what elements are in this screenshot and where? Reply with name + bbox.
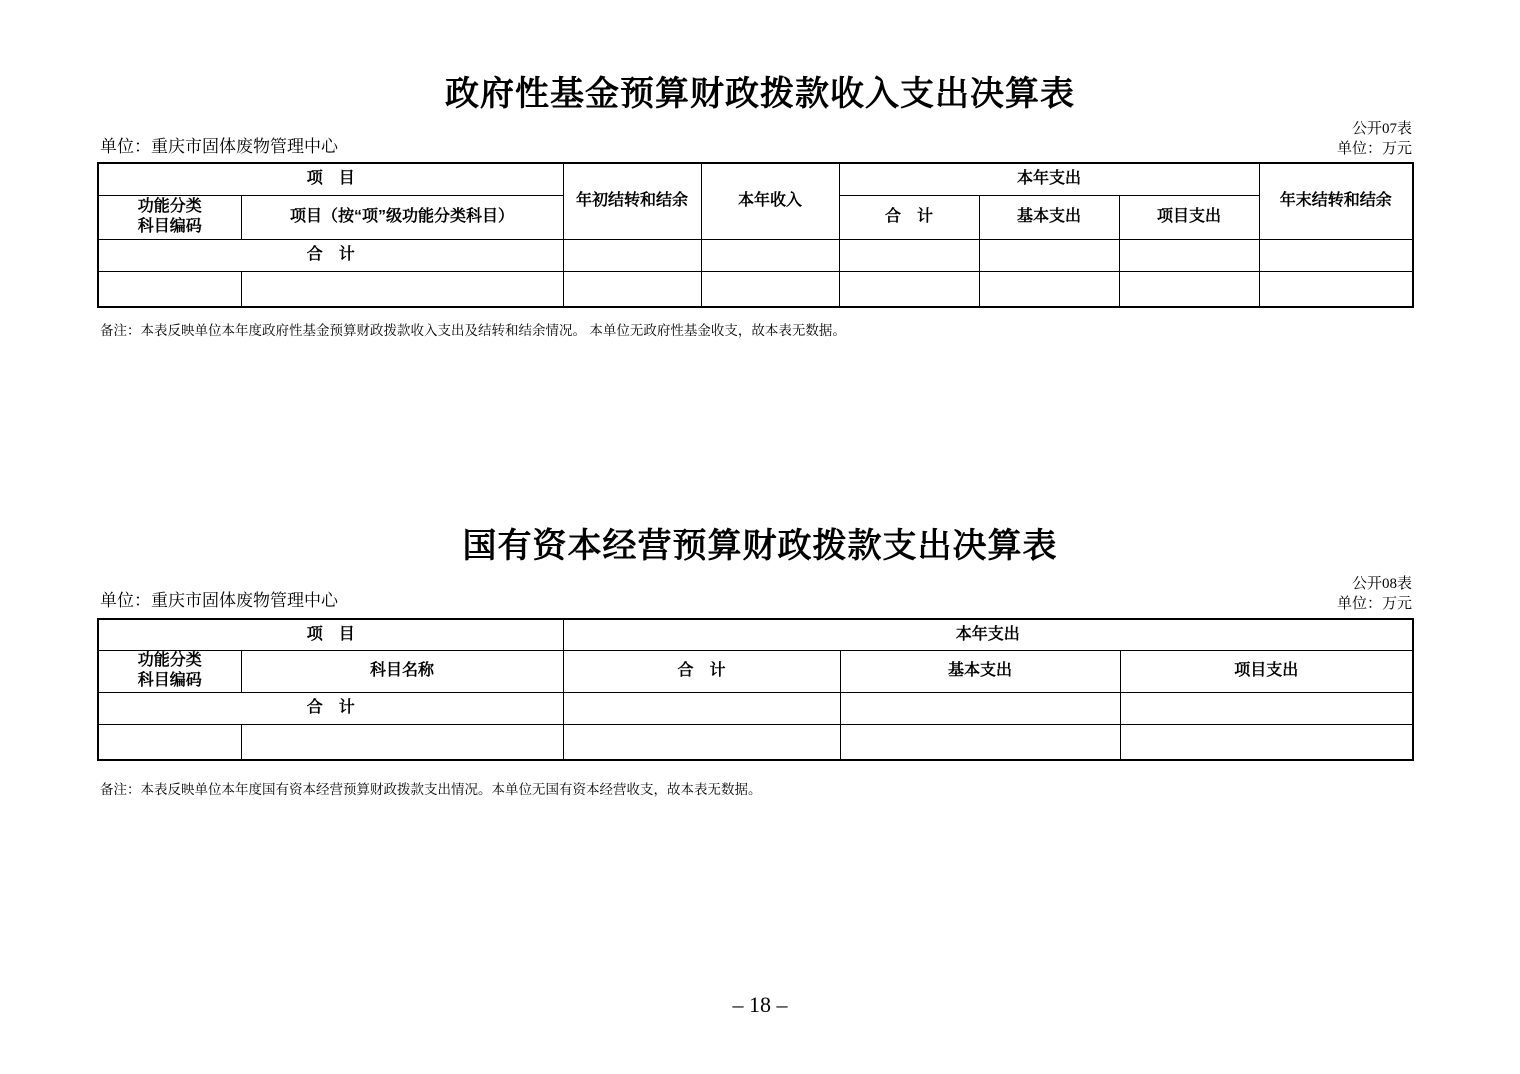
section1-unit-label: 单位：万元 [1336, 141, 1412, 157]
empty-data-cell [98, 724, 241, 760]
empty-data-cell [241, 724, 563, 760]
t1-header-item-group: 项 目 [98, 163, 563, 195]
empty-data-cell [840, 724, 1120, 760]
empty-data-cell [1259, 239, 1413, 271]
t1-header-func-code-line2: 科目编码 [137, 218, 202, 235]
empty-data-cell [98, 271, 241, 307]
section1-title: 政府性基金预算财政拨款收入支出决算表 [445, 76, 1075, 113]
empty-data-cell [1259, 271, 1413, 307]
empty-data-cell [979, 239, 1119, 271]
t1-header-project-expense: 项目支出 [1119, 195, 1259, 239]
page-number: – 18 – [732, 992, 788, 1017]
empty-data-cell [1120, 692, 1413, 724]
section2-title: 国有资本经营预算财政拨款支出决算表 [462, 528, 1058, 565]
section1-sheet-label: 公开07表 [1351, 121, 1412, 137]
t1-header-total: 合 计 [839, 195, 979, 239]
empty-data-cell [241, 271, 563, 307]
empty-data-cell [701, 239, 839, 271]
t1-header-basic-expense: 基本支出 [979, 195, 1119, 239]
t1-header-func-code [98, 195, 241, 239]
t2-header-current-expense-group: 本年支出 [563, 619, 1413, 650]
t2-header-subject-name: 科目名称 [241, 650, 563, 692]
t1-header-current-expense-group: 本年支出 [839, 163, 1259, 195]
empty-data-cell [701, 271, 839, 307]
t1-header-item-detail: 项目（按“项”级功能分类科目） [241, 195, 563, 239]
t2-header-func-code-line1: 功能分类 [137, 652, 202, 669]
empty-data-cell [1120, 724, 1413, 760]
section2-meta [1337, 574, 1412, 614]
empty-data-cell [979, 271, 1119, 307]
section1-unit-line: 单位：重庆市固体废物管理中心 [100, 137, 338, 156]
gov-fund-table [97, 162, 1414, 308]
empty-data-cell [563, 692, 840, 724]
t2-header-total: 合 计 [563, 650, 840, 692]
t1-header-func-code-line1: 功能分类 [137, 198, 202, 215]
t1-total-row-label: 合 计 [98, 239, 563, 271]
empty-data-cell [839, 271, 979, 307]
section1-meta [1337, 119, 1412, 159]
table-row [98, 239, 1413, 271]
table-row [98, 692, 1413, 724]
t2-header-basic-expense: 基本支出 [840, 650, 1120, 692]
t1-header-current-income: 本年收入 [701, 163, 839, 239]
section2-unit-label: 单位：万元 [1336, 596, 1412, 612]
t1-header-closing-balance: 年末结转和结余 [1259, 163, 1413, 239]
t2-header-item-group: 项 目 [98, 619, 563, 650]
section1-note: 备注：本表反映单位本年度政府性基金预算财政拨款收入支出及结转和结余情况。 本单位无政府性基金收支，故本表无数据。 [100, 323, 846, 338]
empty-data-cell [840, 692, 1120, 724]
state-capital-table [97, 618, 1414, 761]
empty-data-cell [1119, 271, 1259, 307]
empty-data-cell [563, 271, 701, 307]
t1-header-opening-balance: 年初结转和结余 [563, 163, 701, 239]
empty-data-cell [563, 239, 701, 271]
t2-total-row-label: 合 计 [98, 692, 563, 724]
empty-data-cell [1119, 239, 1259, 271]
table-row [98, 724, 1413, 760]
section2-sheet-label: 公开08表 [1351, 576, 1412, 592]
empty-data-cell [839, 239, 979, 271]
table-row [98, 271, 1413, 307]
t2-header-func-code [98, 650, 241, 692]
section2-note: 备注：本表反映单位本年度国有资本经营预算财政拨款支出情况。本单位无国有资本经营收支，故本表无数据。 [100, 782, 762, 797]
empty-data-cell [563, 724, 840, 760]
t2-header-func-code-line2: 科目编码 [137, 672, 202, 689]
section2-unit-line: 单位：重庆市固体废物管理中心 [100, 591, 338, 610]
t2-header-project-expense: 项目支出 [1120, 650, 1413, 692]
